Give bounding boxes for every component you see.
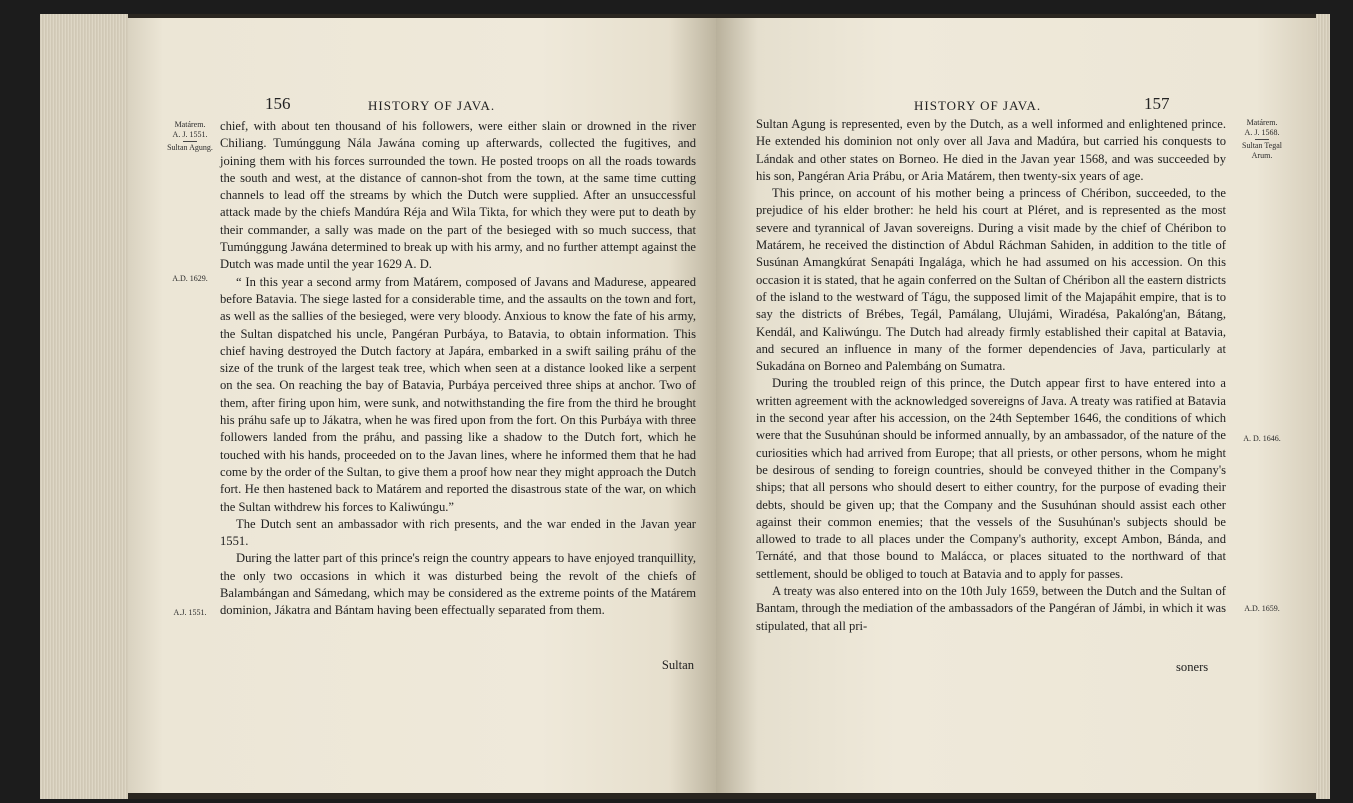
left-page-body bbox=[220, 118, 696, 620]
margin-note: A.D. 1659. bbox=[1244, 604, 1280, 613]
margin-note: Matárem. A. J. 1568. Sultan Tegal Arum. bbox=[1242, 118, 1282, 160]
page-number: 157 bbox=[1144, 94, 1170, 113]
left-page bbox=[128, 18, 716, 793]
paragraph: During the latter part of this prince's reign the country appears to have enjoyed tranquillity, the only two occasions in which it was disturbed being the revolt of the chiefs of Balambángan and Sámedang, which may be considered as the extreme points of the Matárem dominion, Jákatra and Bántam having been effectually separated from them. bbox=[220, 551, 696, 618]
page-edges-right bbox=[1316, 14, 1330, 799]
paragraph: chief, with about ten thousand of his followers, were either slain or drowned in the river Chiliang. Tumúnggung Nála Jawána coming up afterwards, collected the fugitives, and joining them with his forces surrounded the town. He posted troops on all the roads towards the south and west, at the distance of cannon-shot from the town, at the same time cutting channels to lead off the streams by which the Dutch were supplied. After an unsuccessful attack made by the chiefs Mandúra Réja and Wila Tikta, for which they were put to death by their commander, a sally was made on the part of the besieged with so much success, that Tumúnggung Jawána determined to break up with his army, and no further attempt against the Dutch was made until the year 1629 A. D. bbox=[220, 119, 696, 272]
paragraph: The Dutch sent an ambassador with rich presents, and the war ended in the Javan year 1551. bbox=[220, 516, 696, 549]
page-edges-left bbox=[40, 14, 128, 799]
margin-note: Matárem. A. J. 1551. Sultan Agung. bbox=[167, 120, 213, 152]
paragraph: During the troubled reign of this prince, the Dutch appear first to have entered into a written agreement with the acknowledged sovereigns of Java. A treaty was ratified at Batavia in the second year after his accession, on the 24th September 1646, the conditions of which were that the Susuhúnan should be informed annually, by an ambassador, of the nature of the curiosities which had arrived from Europe; that all priests, or other persons, whom he might be desirous of sending to foreign countries, should be conveyed thither in the Company's ships; that all persons who should desert to either country, for the purpose of evading their debts, should be given up; that the Company and the Susuhúnan should assist each other against their common enemies; that the vessels of the Susuhúnan's subjects should be allowed to trade to all places under the Company's authority, except Ambon, Bánda, and Ternáté, and that those bound to Malácca, or places situated to the northward of that settlement, should be obliged to touch at Batavia and to apply for passes. bbox=[756, 376, 1226, 581]
running-head: HISTORY OF JAVA. bbox=[368, 98, 496, 113]
paragraph: A treaty was also entered into on the 10th July 1659, between the Dutch and the Sultan of Bantam, through the mediation of the ambassadors of the Pangéran of Jámbi, in which it was stipulated, that all pri- bbox=[756, 584, 1226, 633]
margin-note: A. D. 1646. bbox=[1243, 434, 1281, 443]
catchword: Sultan bbox=[661, 658, 694, 672]
right-page-body bbox=[756, 116, 1226, 635]
paragraph: Sultan Agung is represented, even by the Dutch, as a well informed and enlightened prince. He extended his dominion not only over all Java and Madúra, but carried his conquests to Lándak and other states on Borneo. He died in the Javan year 1568, and was succeeded by his son, Pangéran Aria Prábu, or Aria Matárem, then twenty-six years of age. bbox=[756, 117, 1226, 183]
paragraph: “ In this year a second army from Matárem, composed of Javans and Madurese, appeared before Batavia. The siege lasted for a considerable time, and the assaults on the town and fort, as well as the sallies of the besieged, were very bloody. Anxious to know the fate of his army, the Sultan dispatched his uncle, Pangéran Purbáya, to Batavia, to obtain information. This chief having destroyed the Dutch factory at Japára, embarked in a swift sailing práhu of the size of the trunk of the largest teak tree, which when seen at a distance looked like a serpent on the sea. On reaching the bay of Batavia, Purbáya perceived three ships at anchor. Two of them, after firing upon him, were sunk, and notwithstanding the fire from the third he brought his práhu safe up to Jákatra, when he was fired upon from the fort. On this Purbáya with three followers landed from the práhu, and passing like a shadow to the Dutch fort, which he touched with his hands, proceeded on to the Javan lines, where he informed them that he had come by the order of the Sultan, to give them a proof how near they might approach the Dutch fort. He then hastened back to Matárem and reported the disastrous state of the war, on which the Sultan withdrew his forces to Kaliwúngu.” bbox=[220, 274, 696, 514]
running-head: HISTORY OF JAVA. bbox=[914, 98, 1042, 113]
catchword: soners bbox=[1176, 660, 1209, 674]
open-book bbox=[40, 14, 1330, 799]
right-page bbox=[716, 18, 1316, 793]
margin-note: A.J. 1551. bbox=[173, 608, 207, 617]
paragraph: This prince, on account of his mother being a princess of Chéribon, succeeded, to the prejudice of his elder brother: he held his court at Pléret, and is represented as the most severe and tyrannical of Javan sovereigns. During a visit made by the chief of Chéribon to Matárem, he received the distinction of Abdul Ráchman Sahiden, in addition to the title of Susúnan Amangkúrat Senapáti Ingalága, which he had assumed on his accession. On this occasion it is stated, that he again conferred on the Sultan of Chéribon all the eastern districts of the island to the westward of Tágu, the supposed limit of the Majapáhit empire, that is to say the districts of Brébes, Tegál, Pamálang, Ulujámi, Wiradésa, Pakalóng'an, Bátang, Kendál, and Kaliwúngu. The Dutch had already firmly established their capital at Batavia, and secured an influence in many of the former dependencies of Java, particularly at Sukadána on Borneo and Palembáng on Sumatra. bbox=[756, 186, 1226, 374]
margin-note: A.D. 1629. bbox=[172, 274, 208, 283]
page-number: 156 bbox=[265, 94, 291, 113]
